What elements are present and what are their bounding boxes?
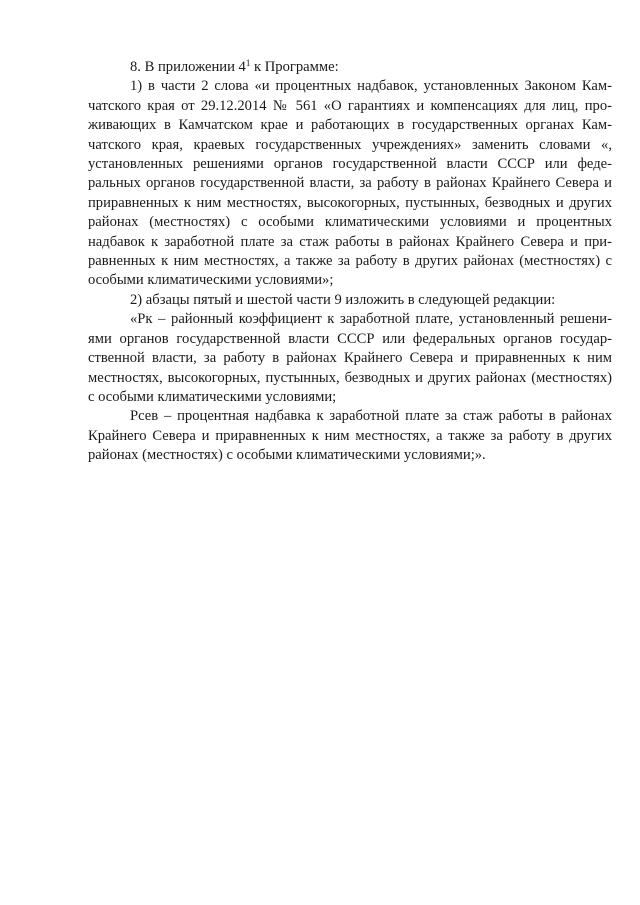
document-body [88,58,612,466]
heading-prefix: 8. В приложении 4 [130,59,246,75]
section-heading [88,58,612,77]
paragraph-item-1: 1) в части 2 слова «и процентных надбавок, установленных Законом Камчатского края от 29.12.2014 № 561 «О гарантиях и компенсациях для лиц, проживающих в Камчатском крае и работающих в государственных органах Камчатского края, краевых государственных учреждениях» заменить словами «, установленных решениями органов государственной власти СССР или федеральных органов государственной власти, за работу в районах Крайнего Севера и приравненных к ним местностях, высокогорных, пустынных, безводных и других районах (местностях) с особыми климатическими условиями и процентных надбавок к заработной плате за стаж работы в районах Крайнего Севера и приравненных к ним местностях, а также за работу в других районах (местностях) с особыми климатическими условиями»; [88,78,612,289]
heading-superscript: 1 [245,58,251,68]
paragraph-rsev-definition: Рсев – процентная надбавка к заработной плате за стаж работы в районах Крайнего Севера и приравненных к ним местностях, а также за работу в других районах (местностях) с особыми климатическими условиями;». [88,408,612,464]
paragraph-item-2: 2) абзацы пятый и шестой части 9 изложить в следующей редакции: [130,291,556,308]
heading-suffix: к Программе: [250,59,339,75]
paragraph-rk-definition: «Рк – районный коэффициент к заработной плате, установленный решениями органов государственной власти СССР или федеральных органов государственной власти, за работу в районах Крайнего Севера и приравненных к ним местностях, высокогорных, пустынных, безводных и других районах (местностях) с особыми климатическими условиями; [88,311,612,405]
